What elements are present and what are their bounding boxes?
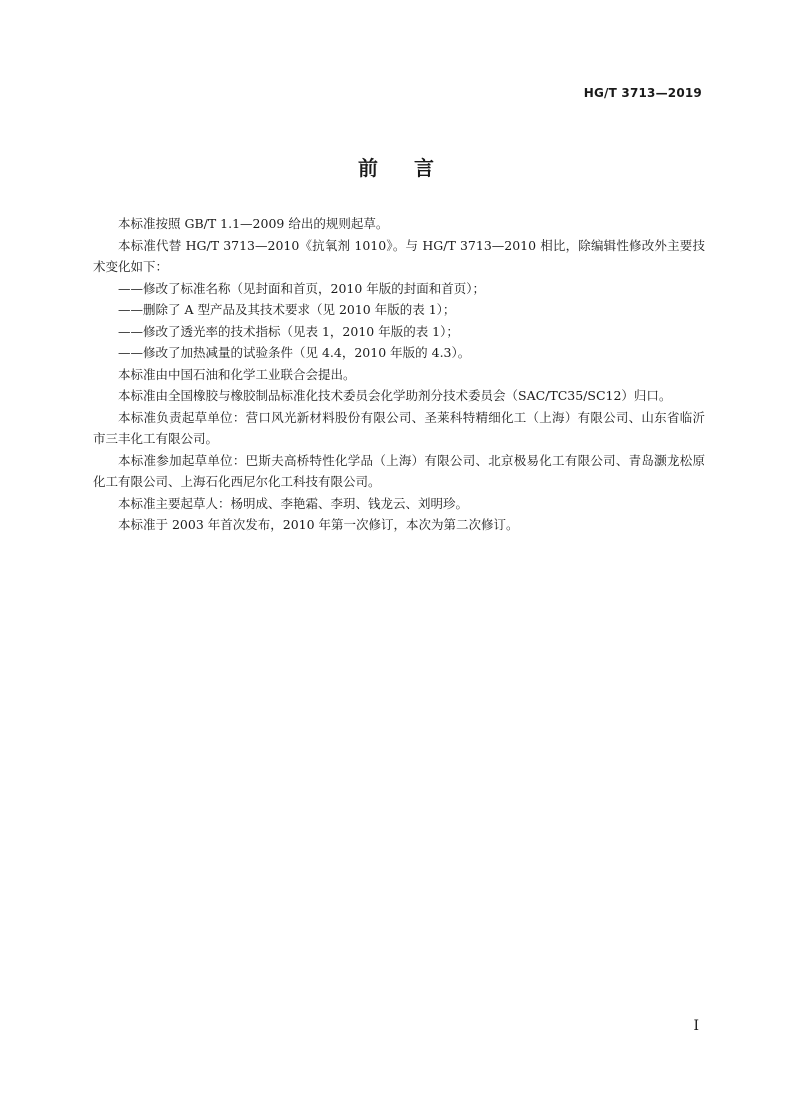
preface-body [93, 213, 705, 536]
title-char-1: 前 [358, 156, 378, 180]
page-title [0, 152, 792, 181]
paragraph-history: 本标准于 2003 年首次发布，2010 年第一次修订，本次为第二次修订。 [118, 517, 519, 532]
change-item-4: ——修改了加热减量的试验条件（见 4.4，2010 年版的 4.3）。 [118, 345, 471, 360]
title-char-2: 言 [414, 156, 434, 180]
change-item-1: ——修改了标准名称（见封面和首页，2010 年版的封面和首页）； [118, 280, 486, 296]
paragraph-main-drafters-org: 本标准负责起草单位：营口风光新材料股份有限公司、圣莱科特精细化工（上海）有限公司、山东省临沂市三丰化工有限公司。 [93, 409, 705, 446]
standard-code: HG/T 3713—2019 [583, 86, 702, 100]
change-item-3: ——修改了透光率的技术指标（见表 1，2010 年版的表 1）； [118, 323, 459, 339]
page-number: I [693, 1018, 699, 1034]
change-item-2: ——删除了 A 型产品及其技术要求（见 2010 年版的表 1）； [118, 302, 456, 317]
paragraph-replaces: 本标准代替 HG/T 3713—2010《抗氧剂 1010》。与 HG/T 3713—2010 相比，除编辑性修改外主要技术变化如下： [93, 237, 705, 274]
paragraph-proposed-by: 本标准由中国石油和化学工业联合会提出。 [118, 366, 356, 382]
paragraph-drafting-rules: 本标准按照 GB/T 1.1—2009 给出的规则起草。 [118, 216, 389, 231]
paragraph-under-jurisdiction: 本标准由全国橡胶与橡胶制品标准化技术委员会化学助剂分技术委员会（SAC/TC35/SC12）归口。 [118, 388, 672, 403]
paragraph-participating-orgs: 本标准参加起草单位：巴斯夫高桥特性化学品（上海）有限公司、北京极易化工有限公司、青岛灏龙松原化工有限公司、上海石化西尼尔化工科技有限公司。 [93, 452, 705, 489]
paragraph-main-drafters: 本标准主要起草人：杨明成、李艳霜、李玥、钱龙云、刘明珍。 [118, 495, 469, 511]
